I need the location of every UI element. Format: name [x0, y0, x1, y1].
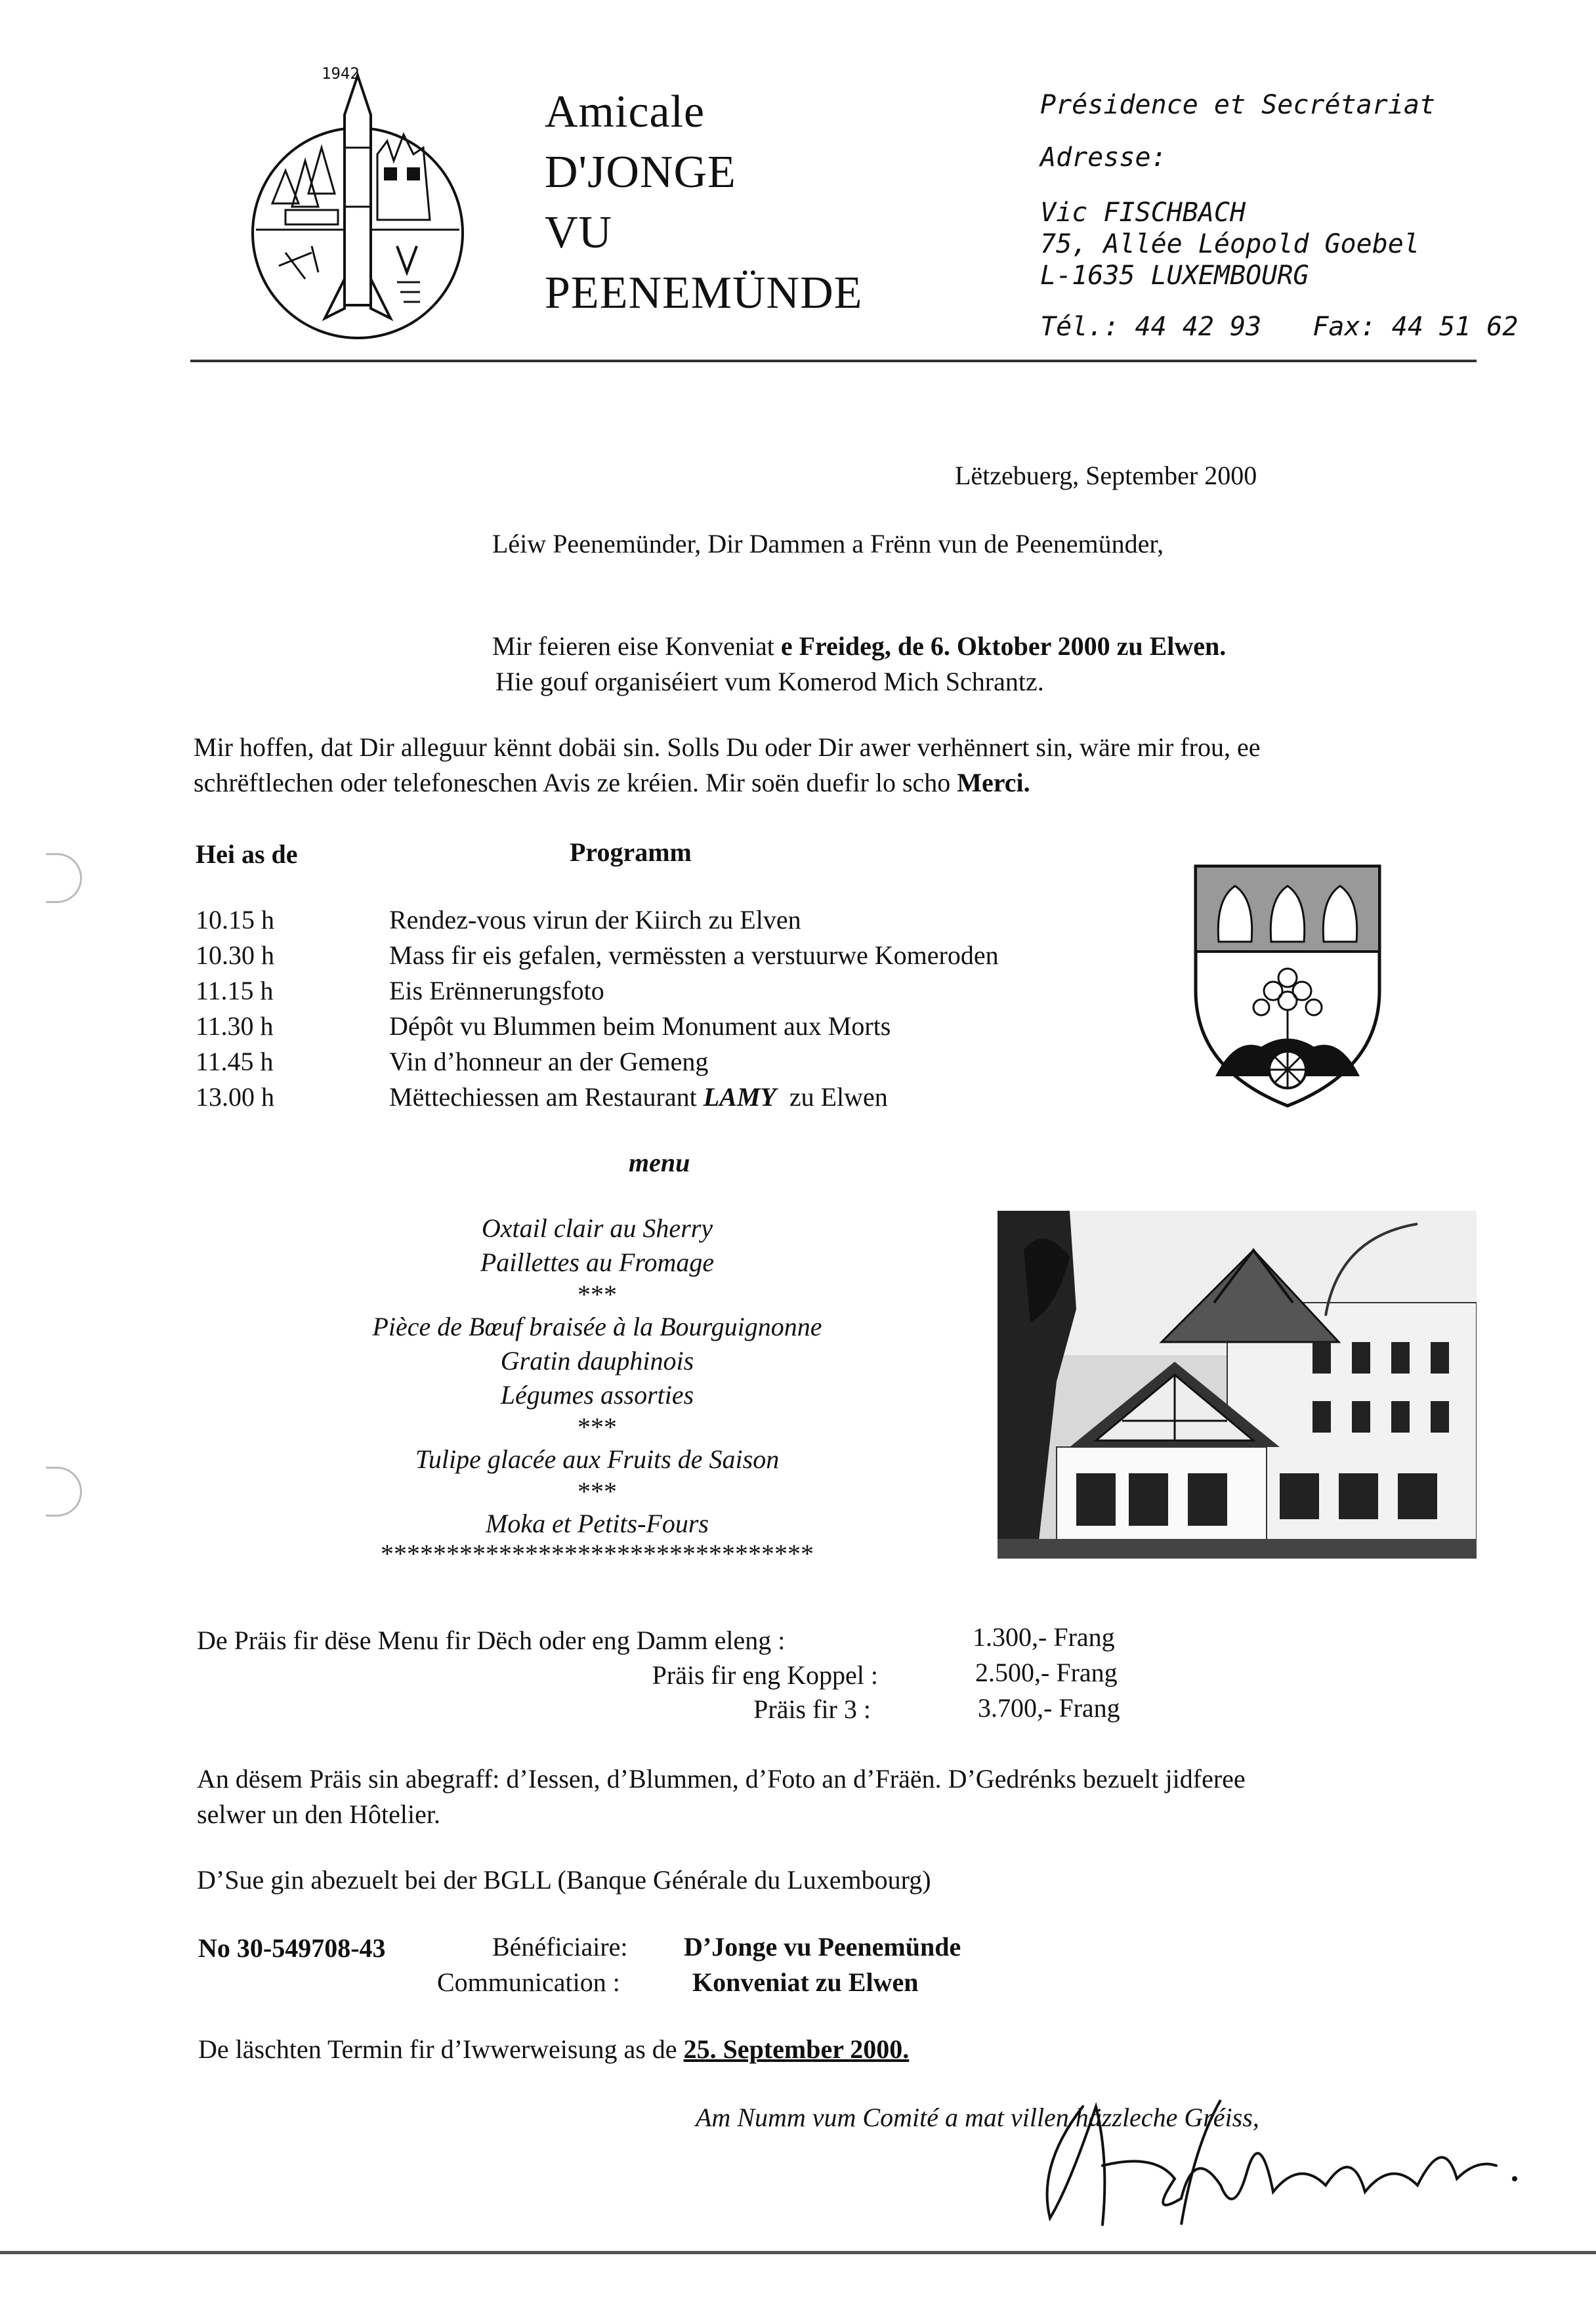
program-text: Eis Erënnerungsfoto — [389, 976, 604, 1005]
program-time: 11.45 h — [196, 1047, 274, 1076]
contact-city: L-1635 LUXEMBOURG — [1040, 261, 1309, 291]
place-date: Lëtzebuerg, September 2000 — [955, 461, 1257, 490]
bank-line: D’Sue gin abezuelt bei der BGLL (Banque Générale du Luxembourg) — [197, 1865, 931, 1895]
contact-tel: Tél.: 44 42 93 — [1040, 312, 1262, 342]
program-item — [196, 938, 999, 973]
footer-divider — [0, 2251, 1596, 2254]
association-logo — [246, 56, 469, 358]
included-line2: selwer un den Hôtelier. — [197, 1799, 440, 1829]
intro-prefix: Mir feieren eise Konveniat — [492, 631, 781, 661]
restaurant-photo — [998, 1211, 1477, 1559]
menu-item: Moka et Petits-Fours — [486, 1509, 709, 1538]
program-list — [196, 902, 999, 1115]
org-line-3: VU — [545, 207, 613, 258]
program-item — [196, 973, 999, 1009]
price-value-couple: 2.500,- Frang — [975, 1658, 1118, 1687]
menu-item: Oxtail clair au Sherry — [481, 1213, 713, 1243]
logo-year: 1942 — [322, 64, 360, 83]
org-line-1: Amicale — [545, 87, 705, 137]
menu-item: Paillettes au Fromage — [480, 1248, 715, 1277]
program-item — [196, 1044, 999, 1080]
merci: Merci. — [957, 768, 1030, 797]
deadline-line — [198, 2032, 909, 2067]
program-title: Programm — [570, 837, 692, 867]
para1-line2 — [194, 765, 1030, 801]
org-name — [545, 85, 862, 320]
included-line1: An dësem Präis sin abegraff: d’Iessen, d’Blummen, d’Foto an d’Fräën. D’Gedrénks bezuelt jidferee — [197, 1764, 1246, 1794]
program-item — [196, 1009, 999, 1044]
price-label-single: De Präis fir dëse Menu fir Dëch oder eng Damm eleng : — [197, 1626, 786, 1655]
program-text: Mass fir eis gefalen, vermëssten a verstuurwe Komeroden — [389, 940, 999, 970]
contact-name: Vic FISCHBACH — [1040, 198, 1246, 228]
menu-item: Légumes assorties — [500, 1380, 694, 1410]
communication-value: Konveniat zu Elwen — [692, 1967, 919, 1997]
price-value-single: 1.300,- Frang — [973, 1622, 1115, 1652]
intro-line — [492, 629, 1226, 664]
program-item — [196, 1080, 999, 1115]
menu-stars-line: ********************************* — [381, 1539, 814, 1568]
program-text-suffix: zu Elwen — [776, 1082, 888, 1112]
deadline-text: De läschten Termin fir d’Iwwerweisung as de — [198, 2034, 684, 2064]
menu-item: Pièce de Bœuf braisée à la Bourguignonne — [372, 1312, 822, 1341]
menu-list — [302, 1211, 892, 1567]
program-text: Vin d’honneur an der Gemeng — [389, 1047, 709, 1076]
para1-line2-text: schrëftlechen oder telefoneschen Avis ze kréien. Mir soën duefir lo scho — [194, 768, 957, 797]
price-value-three: 3.700,- Frang — [978, 1693, 1120, 1723]
program-text: Dépôt vu Blummen beim Monument aux Morts — [389, 1011, 891, 1041]
contact-title: Présidence et Secrétariat — [1040, 90, 1436, 120]
para1-line1: Mir hoffen, dat Dir alleguur kënnt dobäi sin. Solls Du oder Dir awer verhënnert sin, wäre mir frou, ee — [194, 732, 1261, 762]
beneficiary-label: Bénéficiaire: — [492, 1932, 628, 1962]
punch-hole-top — [46, 853, 82, 903]
program-time: 13.00 h — [196, 1082, 274, 1112]
menu-item: Gratin dauphinois — [500, 1346, 694, 1376]
contact-phone — [1040, 311, 1518, 343]
organiser-line: Hie gouf organiséiert vum Komerod Mich Schrantz. — [495, 667, 1044, 696]
org-line-2: D'JONGE — [545, 147, 736, 198]
contact-fax: Fax: 44 51 62 — [1312, 312, 1519, 342]
intro-date: e Freideg, de 6. Oktober 2000 zu Elwen. — [780, 631, 1227, 661]
menu-title: menu — [629, 1148, 690, 1177]
contact-address-label: Adresse: — [1040, 142, 1167, 173]
org-line-4: PEENEMÜNDE — [545, 268, 863, 318]
program-time: 10.15 h — [196, 905, 274, 934]
menu-separator: *** — [578, 1477, 617, 1506]
contact-street: 75, Allée Léopold Goebel — [1040, 229, 1419, 259]
restaurant-name: LAMY — [703, 1082, 776, 1112]
menu-item: Tulipe glacée aux Fruits de Saison — [415, 1444, 780, 1474]
header-divider — [190, 360, 1477, 362]
contact-block — [1040, 85, 1518, 343]
salutation: Léiw Peenemünder, Dir Dammen a Frënn vun de Peenemünder, — [492, 529, 1164, 558]
price-label-couple: Präis fir eng Koppel : — [652, 1660, 878, 1690]
program-time: 11.15 h — [196, 976, 274, 1005]
program-time: 10.30 h — [196, 940, 274, 970]
beneficiary-value: D’Jonge vu Peenemünde — [684, 1932, 961, 1962]
deadline-date: 25. September 2000. — [683, 2034, 910, 2064]
program-time: 11.30 h — [196, 1011, 274, 1041]
program-text: Rendez-vous virun der Kiirch zu Elven — [389, 905, 801, 934]
menu-separator: *** — [578, 1280, 617, 1309]
menu-separator: *** — [578, 1412, 617, 1442]
closing-line: Am Numm vum Comité a mat villen häzzleche Gréiss, — [696, 2103, 1259, 2132]
coat-of-arms-image — [1189, 860, 1386, 1109]
communication-label: Communication : — [437, 1967, 620, 1997]
program-item — [196, 902, 999, 938]
price-label-three: Präis fir 3 : — [753, 1694, 871, 1724]
signature — [1024, 2087, 1536, 2238]
program-text: Mëttechiessen am Restaurant — [389, 1082, 704, 1112]
account-number: No 30-549708-43 — [198, 1933, 386, 1963]
punch-hole-bottom — [46, 1467, 82, 1517]
program-time-header: Hei as de — [196, 839, 298, 869]
